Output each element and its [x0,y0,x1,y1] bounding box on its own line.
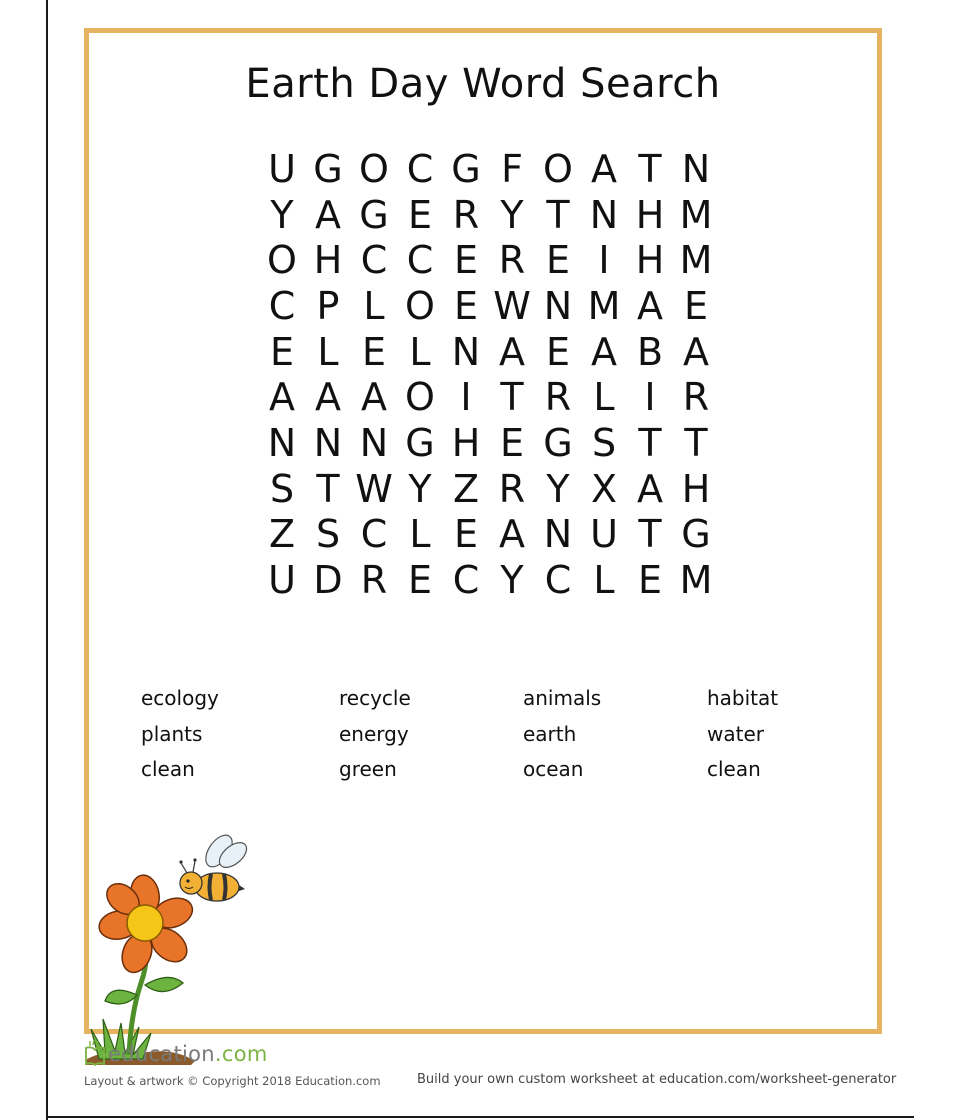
grid-letter: N [451,329,481,374]
logo-suffix: .com [214,1042,268,1066]
word-bank [141,681,821,788]
book-icon [84,1040,106,1066]
grid-letter: I [598,238,610,283]
grid-letter: H [635,192,665,237]
grid-letter: E [453,512,478,557]
grid-letter: G [543,420,573,465]
flower-and-bee-illustration [81,833,281,1073]
grid-letter: G [359,192,389,237]
word-bank-item: energy [339,721,409,746]
leaf-icon [145,977,183,991]
grid-letter: M [679,192,713,237]
grid-letter: A [637,466,663,511]
bee-icon [179,833,251,901]
grid-letter: S [269,466,295,511]
grid-letter: A [499,512,525,557]
grid-letter: C [268,283,296,328]
grid-letter: M [679,558,713,603]
grid-letter: N [313,420,343,465]
grid-letter: U [268,558,296,603]
grid-letter: T [684,420,708,465]
grid-letter: N [543,283,573,328]
letter-grid [259,146,719,603]
grid-letter: C [452,558,480,603]
grid-letter: L [593,375,615,420]
logo-name: education [108,1042,215,1066]
grid-letter: A [315,375,341,420]
grid-letter: Y [500,558,524,603]
grid-letter: O [359,146,389,191]
grid-letter: L [409,329,431,374]
grid-letter: G [681,512,711,557]
grid-letter: Z [452,466,480,511]
grid-letter: L [363,283,385,328]
grid-letter: B [636,329,664,374]
grid-letter: E [361,329,386,374]
grid-letter: E [269,329,294,374]
grid-letter: O [543,146,573,191]
grid-letter: H [451,420,481,465]
grid-letter: N [589,192,619,237]
grid-letter: T [638,420,662,465]
grid-letter: C [360,238,388,283]
grid-letter: R [498,466,526,511]
word-bank-item: plants [141,721,203,746]
grid-letter: R [498,238,526,283]
grid-letter: P [316,283,340,328]
grid-letter: C [406,238,434,283]
grid-letter: Y [270,192,294,237]
grid-letter: E [499,420,524,465]
grid-letter: A [637,283,663,328]
grid-letter: R [544,375,572,420]
education-logo[interactable] [84,1040,268,1066]
grid-letter: G [405,420,435,465]
grid-letter: R [682,375,710,420]
grid-letter: E [545,238,570,283]
grid-letter: A [499,329,525,374]
grid-letter: T [638,512,662,557]
grid-letter: U [590,512,618,557]
grid-letter: A [683,329,709,374]
grid-letter: I [644,375,656,420]
grid-letter: N [359,420,389,465]
grid-letter: T [546,192,570,237]
word-bank-item: habitat [707,686,779,710]
word-bank-item: clean [141,757,195,781]
grid-letter: Z [268,512,296,557]
grid-letter: R [360,558,388,603]
worksheet-generator-link[interactable]: Build your own custom worksheet at education.com/worksheet-generator [417,1072,897,1087]
grid-letter: O [405,375,435,420]
grid-letter: E [545,329,570,374]
grid-letter: N [681,146,711,191]
grid-letter: E [683,283,708,328]
grid-letter: E [407,558,432,603]
grid-letter: S [591,420,617,465]
worksheet-frame [84,28,882,1034]
grid-letter: E [453,238,478,283]
grid-letter: C [360,512,388,557]
grid-letter: A [591,146,617,191]
grid-letter: H [681,466,711,511]
page-left-border [46,0,48,1120]
grid-letter: Y [500,192,524,237]
grid-letter: T [638,146,662,191]
grid-letter: L [409,512,431,557]
worksheet-title: Earth Day Word Search [245,61,721,107]
grid-letter: L [317,329,339,374]
grid-letter: H [313,238,343,283]
logo-wordmark [108,1042,268,1066]
grid-letter: E [407,192,432,237]
grid-letter: A [269,375,295,420]
grid-letter: S [315,512,341,557]
word-bank-item: recycle [339,686,411,710]
grid-letter: R [452,192,480,237]
grid-letter: G [451,146,481,191]
grid-letter: Y [408,466,432,511]
grid-letter: D [313,558,343,603]
grid-letter: C [406,146,434,191]
leaf-icon [105,990,137,1004]
grid-letter: A [361,375,387,420]
grid-letter: F [501,146,523,191]
grid-letter: W [355,466,393,511]
grid-letter: I [460,375,472,420]
grid-letter: N [543,512,573,557]
grid-letter: U [268,146,296,191]
word-bank-item: water [707,721,764,746]
grid-letter: W [493,283,531,328]
grid-letter: X [590,466,618,511]
word-bank-item: animals [523,686,602,710]
grid-letter: G [313,146,343,191]
word-bank-item: green [339,757,397,781]
word-bank-item: earth [523,721,577,746]
grid-letter: T [316,466,340,511]
grid-letter: A [591,329,617,374]
word-bank-item: ocean [523,757,584,781]
grid-letter: C [544,558,572,603]
grid-letter: E [637,558,662,603]
page-bottom-border [46,1116,914,1118]
grid-letter: E [453,283,478,328]
grid-letter: O [405,283,435,328]
grid-letter: L [593,558,615,603]
copyright-text: Layout & artwork © Copyright 2018 Education.com [84,1074,381,1088]
grid-letter: M [679,238,713,283]
grid-letter: Y [546,466,570,511]
word-bank-item: clean [707,757,761,781]
grid-letter: A [315,192,341,237]
grid-letter: M [587,283,621,328]
word-bank-item: ecology [141,686,219,710]
grid-letter: O [267,238,297,283]
grid-letter: T [500,375,524,420]
grid-letter: N [267,420,297,465]
grid-letter: H [635,238,665,283]
